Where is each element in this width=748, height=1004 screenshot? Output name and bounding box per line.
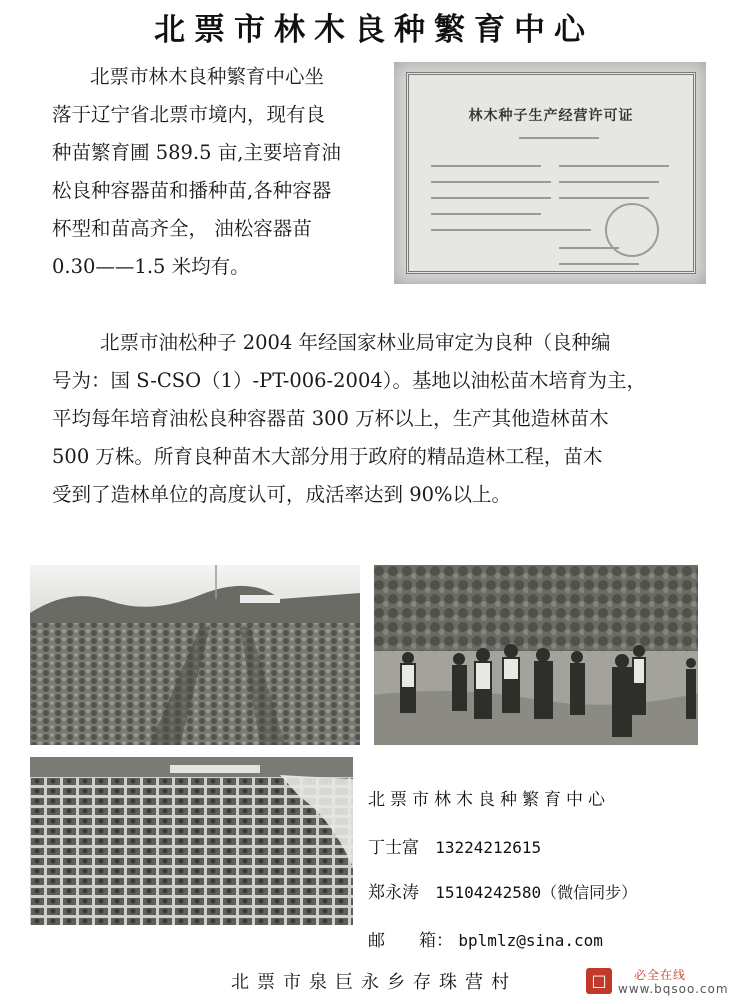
para2-line: 号为：国 S-CSO（1）-PT-006-2004）。基地以油松苗木培育为主， [52, 369, 647, 392]
license-text-line [559, 181, 659, 183]
license-text-line [431, 229, 591, 231]
para2-line: 北票市油松种子 2004 年经国家林业局审定为良种（良种编 [100, 331, 611, 354]
license-text-line [559, 165, 669, 167]
contact-person-2-name: 郑永涛 [368, 883, 419, 903]
site-watermark [586, 966, 736, 1002]
intro-line: 杯型和苗高齐全， 油松容器苗 [52, 217, 312, 240]
watermark-site-url[interactable]: www.bqsoo.com [618, 982, 729, 996]
contact-person-2-phone[interactable]: 15104242580（微信同步） [435, 883, 638, 902]
license-text-line [559, 247, 619, 249]
contact-email-address[interactable]: bplmlz@sina.com [458, 931, 603, 950]
contact-person-1-name: 丁士富 [368, 838, 419, 858]
contact-person-1 [368, 833, 728, 858]
license-certificate-photo [394, 62, 706, 284]
intro-line: 0.30——1.5 米均有。 [52, 255, 250, 278]
official-seal-icon [605, 203, 659, 257]
intro-line: 落于辽宁省北票市境内，现有良 [52, 103, 326, 126]
footer-address: 北票市泉巨永乡存珠营村 [231, 972, 517, 993]
license-text-line [431, 197, 551, 199]
contact-email [368, 926, 728, 951]
nursery-field-photo [30, 565, 360, 745]
page-title: 北票市林木良种繁育中心 [154, 12, 594, 48]
container-seedling-beds-photo [30, 757, 353, 925]
intro-line: 北票市林木良种繁育中心坐 [90, 65, 325, 88]
contact-email-label: 邮 箱： [368, 931, 453, 951]
contact-organization: 北票市林木良种繁育中心 [368, 790, 610, 810]
contact-person-1-phone[interactable]: 13224212615 [435, 838, 542, 857]
license-text-line [519, 137, 599, 139]
intro-line: 种苗繁育圃 589.5 亩,主要培育油 [52, 141, 341, 164]
intro-paragraph [52, 58, 388, 286]
license-title: 林木种子生产经营许可证 [468, 108, 634, 124]
para2-line: 受到了造林单位的高度认可，成活率达到 90%以上。 [52, 483, 512, 506]
license-text-line [431, 181, 551, 183]
license-text-line [431, 213, 541, 215]
contact-person-2 [368, 878, 728, 903]
license-text-line [559, 197, 649, 199]
description-paragraph [52, 324, 712, 514]
watermark-logo-icon: □ [586, 968, 612, 994]
license-frame [406, 72, 696, 274]
license-text-line [431, 165, 541, 167]
para2-line: 平均每年培育油松良种容器苗 300 万杯以上，生产其他造林苗木 [52, 407, 609, 430]
field-visit-group-photo [374, 565, 698, 745]
watermark-site-name: 必全在线 [634, 968, 687, 982]
license-text-line [559, 263, 639, 265]
intro-line: 松良种容器苗和播种苗,各种容器 [52, 179, 332, 202]
para2-line: 500 万株。所育良种苗木大部分用于政府的精品造林工程，苗木 [52, 445, 603, 468]
